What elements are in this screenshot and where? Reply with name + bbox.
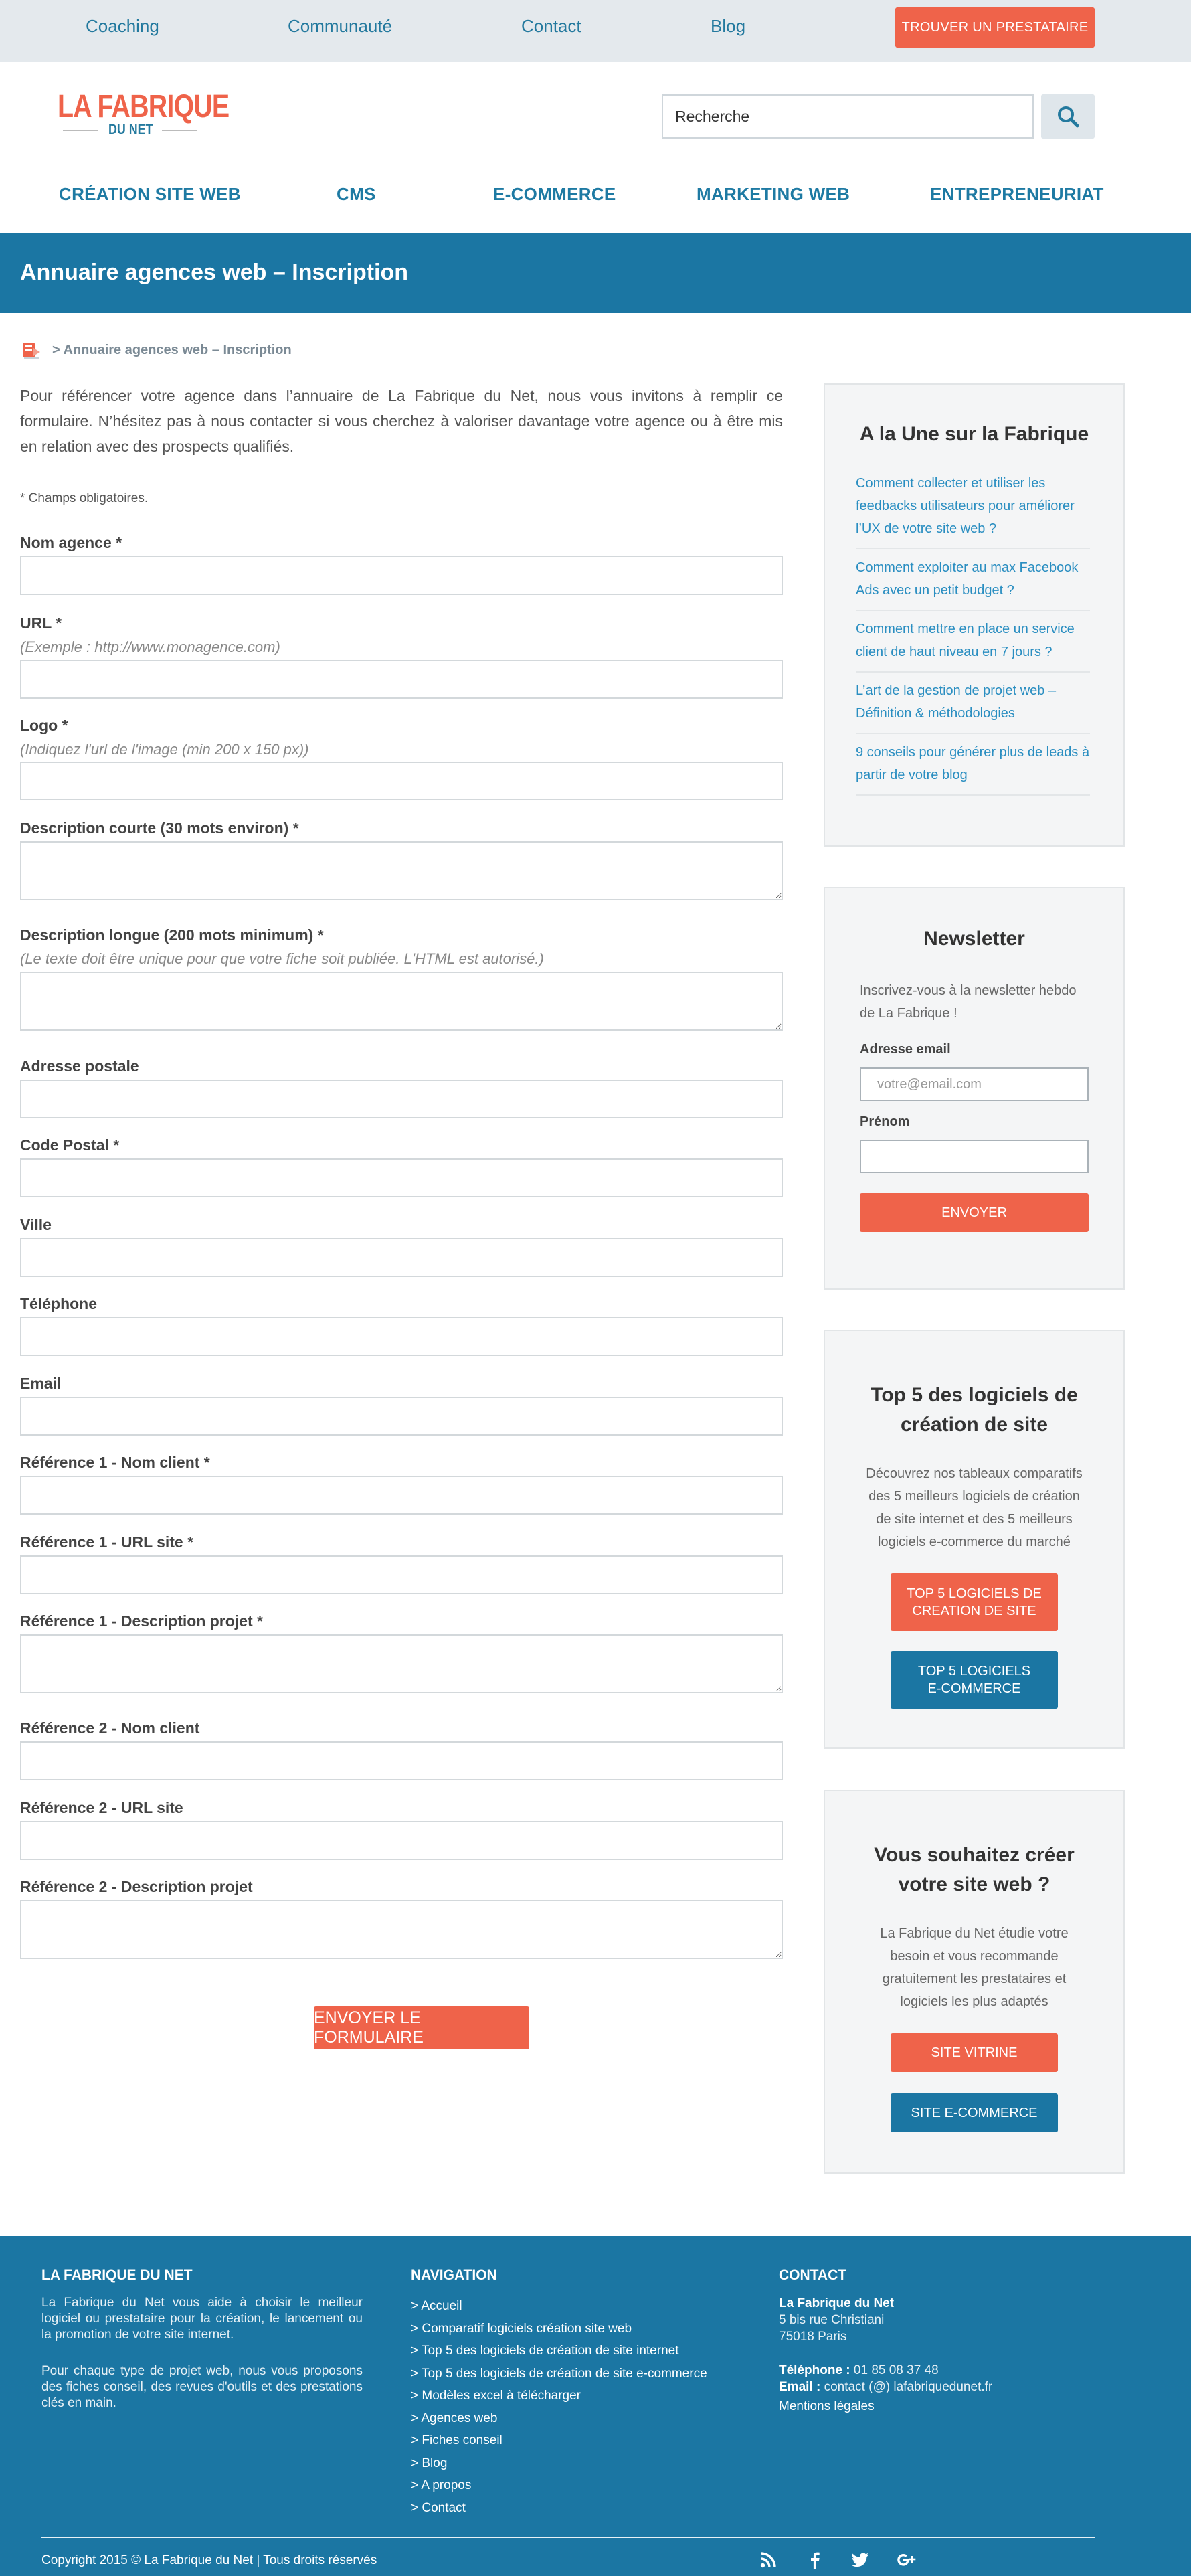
label-description-longue: Description longue (200 mots minimum) * bbox=[20, 926, 324, 944]
input-ville[interactable] bbox=[20, 1238, 783, 1277]
rss-icon[interactable] bbox=[758, 2550, 778, 2570]
search-icon bbox=[1057, 105, 1079, 128]
page-title: Annuaire agences web – Inscription bbox=[20, 260, 409, 285]
footer-about-p2: Pour chaque type de projet web, nous vous proposons des fiches conseil, des revues d'outils et des prestations clés en main. bbox=[41, 2364, 363, 2410]
footer-nav-title: NAVIGATION bbox=[411, 2267, 497, 2283]
newsletter-firstname-input[interactable] bbox=[860, 1140, 1089, 1173]
label-ref2-description-projet: Référence 2 - Description projet bbox=[20, 1878, 253, 1895]
twitter-icon[interactable] bbox=[850, 2550, 871, 2570]
newsletter-submit-button[interactable]: ENVOYER bbox=[860, 1193, 1089, 1232]
label-email: Email bbox=[20, 1375, 62, 1392]
nav-e-commerce[interactable]: E-COMMERCE bbox=[493, 184, 616, 204]
label-ref1-url-site: Référence 1 - URL site * bbox=[20, 1533, 194, 1551]
create-text: La Fabrique du Net étudie votre besoin et vous recommande gratuitement les prestataires et logiciels les plus adaptés bbox=[880, 1926, 1069, 2009]
une-article-list bbox=[856, 465, 1090, 796]
contact-phone-label: Téléphone : bbox=[779, 2363, 850, 2377]
label-ref1-description-projet: Référence 1 - Description projet * bbox=[20, 1612, 263, 1630]
newsletter-text: Inscrivez-vous à la newsletter hebdo de La Fabrique ! bbox=[860, 983, 1077, 1021]
label-nom-agence: Nom agence * bbox=[20, 534, 122, 551]
top5-site-creation-button[interactable]: TOP 5 LOGICIELS DE CREATION DE SITE bbox=[891, 1573, 1058, 1631]
contact-company-name: La Fabrique du Net bbox=[779, 2296, 895, 2310]
breadcrumb-current: > Annuaire agences web – Inscription bbox=[52, 342, 292, 357]
logo-rule-right bbox=[162, 130, 197, 131]
home-icon[interactable] bbox=[20, 339, 43, 361]
top5-ecommerce-button[interactable]: TOP 5 LOGICIELS E-COMMERCE bbox=[891, 1651, 1058, 1709]
contact-email[interactable]: contact (@) lafabriquedunet.fr bbox=[824, 2380, 993, 2394]
site-logo[interactable] bbox=[58, 88, 230, 145]
contact-email-label: Email : bbox=[779, 2380, 821, 2394]
required-note: * Champs obligatoires. bbox=[20, 491, 149, 505]
top5-title: Top 5 des logiciels de création de site bbox=[871, 1384, 1078, 1436]
nav-entrepreneuriat[interactable]: ENTREPRENEURIAT bbox=[930, 184, 1104, 204]
footer-nav-link[interactable]: > Agences web bbox=[411, 2411, 498, 2425]
hint-logo: (Indiquez l'url de l'image (min 200 x 150 px)) bbox=[20, 741, 309, 758]
footer-nav-link[interactable]: > A propos bbox=[411, 2478, 472, 2492]
footer-about-p1: La Fabrique du Net vous aide à choisir le meilleur logiciel ou prestataire pour la création, le lancement ou la promotion de votre site internet. bbox=[41, 2296, 363, 2342]
footer-about-title: LA FABRIQUE DU NET bbox=[41, 2267, 193, 2283]
create-title: Vous souhaitez créer votre site web ? bbox=[874, 1844, 1075, 1895]
newsletter-email-input[interactable] bbox=[860, 1067, 1089, 1101]
textarea-ref1-description-projet[interactable] bbox=[20, 1634, 783, 1693]
breadcrumb bbox=[20, 339, 292, 361]
label-logo: Logo * bbox=[20, 717, 68, 734]
textarea-ref2-description-projet[interactable] bbox=[20, 1900, 783, 1959]
widget-top5 bbox=[824, 1330, 1125, 1749]
newsletter-email-label: Adresse email bbox=[860, 1042, 951, 1057]
logo-line2: DU NET bbox=[108, 122, 153, 137]
input-ref1-nom-client[interactable] bbox=[20, 1476, 783, 1515]
input-url[interactable] bbox=[20, 660, 783, 699]
input-ref2-nom-client[interactable] bbox=[20, 1741, 783, 1780]
label-code-postal: Code Postal * bbox=[20, 1136, 120, 1154]
nav-cms[interactable]: CMS bbox=[337, 184, 376, 204]
site-ecommerce-button[interactable]: SITE E-COMMERCE bbox=[891, 2093, 1058, 2132]
site-vitrine-button[interactable]: SITE VITRINE bbox=[891, 2033, 1058, 2072]
legal-notice-link[interactable]: Mentions légales bbox=[779, 2399, 875, 2413]
topbar-link-contact[interactable]: Contact bbox=[521, 16, 581, 36]
hint-description-longue: (Le texte doit être unique pour que votre fiche soit publiée. L'HTML est autorisé.) bbox=[20, 950, 544, 967]
input-ref2-url-site[interactable] bbox=[20, 1821, 783, 1860]
textarea-description-courte[interactable] bbox=[20, 841, 783, 900]
search-input[interactable] bbox=[662, 94, 1034, 139]
input-ref1-url-site[interactable] bbox=[20, 1555, 783, 1594]
newsletter-firstname-label: Prénom bbox=[860, 1114, 910, 1129]
submit-form-button[interactable]: ENVOYER LE FORMULAIRE bbox=[314, 2006, 529, 2049]
top5-text: Découvrez nos tableaux comparatifs des 5 meilleurs logiciels de création de site internet et des 5 meilleurs logiciels e-commerce du marché bbox=[866, 1466, 1083, 1549]
footer bbox=[0, 2236, 1191, 2576]
logo-line1: LA FABRIQUE bbox=[58, 89, 230, 124]
une-article-link[interactable]: 9 conseils pour générer plus de leads à partir de votre blog bbox=[856, 734, 1090, 796]
label-ref2-nom-client: Référence 2 - Nom client bbox=[20, 1719, 200, 1737]
google-plus-icon[interactable] bbox=[897, 2550, 917, 2570]
label-adresse-postale: Adresse postale bbox=[20, 1057, 139, 1075]
nav-creation-site-web[interactable]: CRÉATION SITE WEB bbox=[59, 184, 241, 204]
top-bar bbox=[0, 0, 1191, 62]
page-title-band bbox=[0, 233, 1191, 313]
input-logo[interactable] bbox=[20, 762, 783, 800]
contact-street: 5 bis rue Christiani bbox=[779, 2313, 885, 2327]
widget-a-la-une bbox=[824, 383, 1125, 847]
label-description-courte: Description courte (30 mots environ) * bbox=[20, 819, 299, 837]
footer-nav-list bbox=[411, 2295, 707, 2519]
topbar-link-coaching[interactable]: Coaching bbox=[86, 16, 159, 36]
une-article-link[interactable]: Comment mettre en place un service client de haut niveau en 7 jours ? bbox=[856, 611, 1090, 673]
textarea-description-longue[interactable] bbox=[20, 972, 783, 1031]
topbar-link-communaute[interactable]: Communauté bbox=[288, 16, 393, 36]
search-button[interactable] bbox=[1041, 94, 1095, 139]
widget-create-site bbox=[824, 1790, 1125, 2174]
footer-nav-link[interactable]: > Comparatif logiciels création site web bbox=[411, 2321, 632, 2336]
find-provider-button[interactable]: TROUVER UN PRESTATAIRE bbox=[895, 7, 1095, 48]
hint-url: (Exemple : http://www.monagence.com) bbox=[20, 638, 280, 655]
label-ville: Ville bbox=[20, 1216, 52, 1233]
une-article-link[interactable]: L’art de la gestion de projet web – Définition & méthodologies bbox=[856, 673, 1090, 734]
contact-phone[interactable]: 01 85 08 37 48 bbox=[853, 2363, 939, 2377]
footer-nav-link[interactable]: > Top 5 des logiciels de création de site e-commerce bbox=[411, 2366, 707, 2381]
input-nom-agence[interactable] bbox=[20, 556, 783, 595]
label-telephone: Téléphone bbox=[20, 1295, 98, 1312]
nav-marketing-web[interactable]: MARKETING WEB bbox=[697, 184, 850, 204]
facebook-icon[interactable] bbox=[805, 2550, 825, 2570]
label-ref2-url-site: Référence 2 - URL site bbox=[20, 1799, 183, 1816]
input-email[interactable] bbox=[20, 1397, 783, 1436]
footer-nav-link[interactable]: > Accueil bbox=[411, 2299, 462, 2313]
footer-contact-title: CONTACT bbox=[779, 2267, 847, 2283]
footer-contact-block bbox=[779, 2295, 992, 2415]
footer-nav-link[interactable]: > Top 5 des logiciels de création de site internet bbox=[411, 2344, 679, 2358]
contact-city: 75018 Paris bbox=[779, 2330, 847, 2344]
une-article-link[interactable]: Comment collecter et utiliser les feedbacks utilisateurs pour améliorer l’UX de votre site web ? bbox=[856, 465, 1090, 549]
footer-nav-link[interactable]: > Modèles excel à télécharger bbox=[411, 2389, 581, 2403]
label-url: URL * bbox=[20, 614, 62, 632]
footer-nav-link[interactable]: > Fiches conseil bbox=[411, 2433, 502, 2448]
widget-newsletter bbox=[824, 887, 1125, 1290]
input-adresse-postale[interactable] bbox=[20, 1080, 783, 1118]
topbar-link-blog[interactable]: Blog bbox=[711, 16, 746, 36]
logo-rule-left bbox=[63, 130, 98, 131]
widget-une-title: A la Une sur la Fabrique bbox=[859, 423, 1089, 445]
footer-divider bbox=[41, 2537, 1095, 2538]
input-telephone[interactable] bbox=[20, 1317, 783, 1356]
label-ref1-nom-client: Référence 1 - Nom client * bbox=[20, 1454, 210, 1471]
footer-nav-link[interactable]: > Blog bbox=[411, 2456, 448, 2470]
une-article-link[interactable]: Comment exploiter au max Facebook Ads avec un petit budget ? bbox=[856, 549, 1090, 611]
input-code-postal[interactable] bbox=[20, 1158, 783, 1197]
newsletter-title: Newsletter bbox=[923, 928, 1025, 950]
footer-nav-link[interactable]: > Contact bbox=[411, 2500, 466, 2515]
intro-text: Pour référencer votre agence dans l’annuaire de La Fabrique du Net, nous vous invitons à remplir ce formulaire. N’hésitez pas à nous contacter si vous cherchez à valoriser davantage votre agence ou à être mis en relation avec des prospects qualifiés. bbox=[20, 387, 783, 455]
footer-copyright: Copyright 2015 © La Fabrique du Net | Tous droits réservés bbox=[41, 2553, 377, 2567]
